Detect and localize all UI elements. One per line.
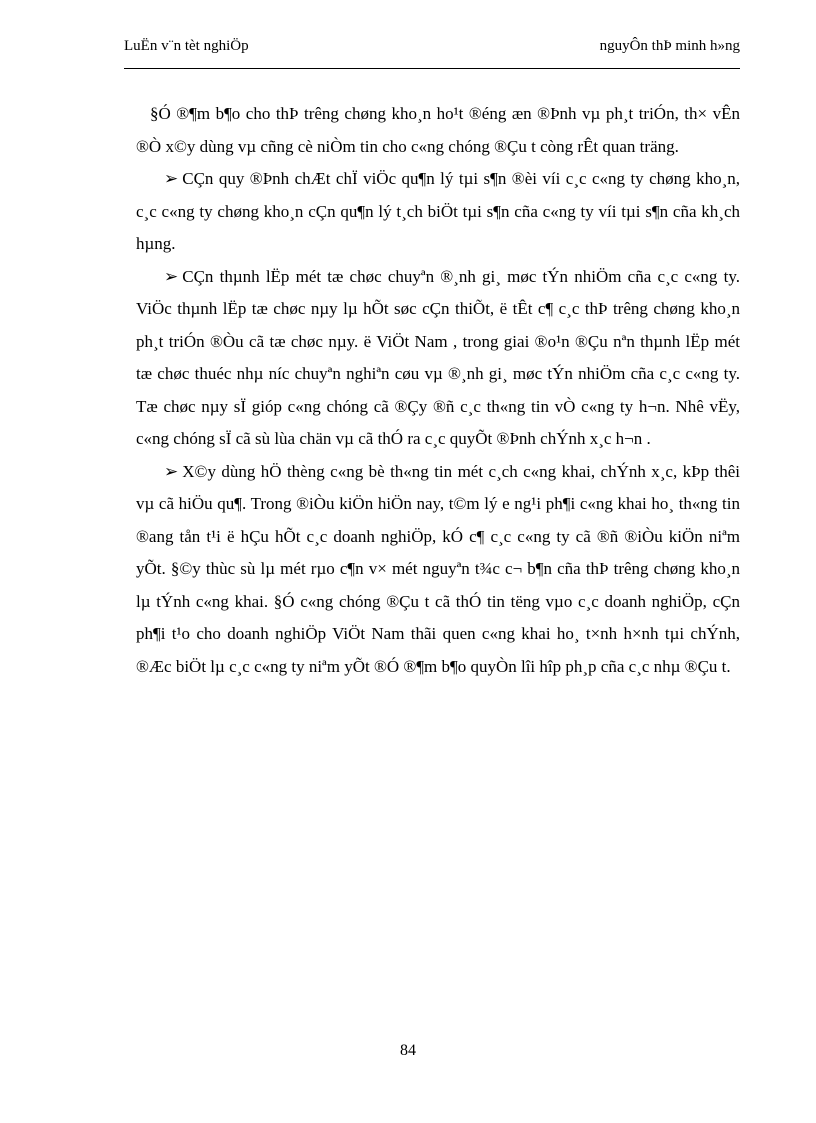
paragraph — [136, 98, 740, 163]
paragraph-text: CÇn quy ®Þnh chÆt chÏ viÖc qu¶n lý tµi s¶n ®èi víi c¸c c«ng ty chøng kho¸n, c¸c c«ng ty chøng kho¸n cÇn qu¶n lý t¸ch biÖt tµi s¶n cña c«ng ty víi tµi s¶n cña kh¸ch hµng. — [136, 169, 740, 253]
paragraph-text: §Ó ®¶m b¶o cho thÞ trêng chøng kho¸n ho¹t ®éng æn ®Þnh vµ ph¸t triÓn, th× vÊn ®Ò x©y dùng vµ cñng cè niÒm tin cho c«ng chóng ®Çu t còng rÊt quan träng. — [136, 104, 740, 156]
bullet-paragraph — [136, 261, 740, 456]
paragraph-text: CÇn thµnh lËp mét tæ chøc chuyªn ®¸nh gi¸ møc tÝn nhiÖm cña c¸c c«ng ty. ViÖc thµnh lËp tæ chøc nµy lµ hÕt søc cÇn thiÕt, ë tÊt c¶ c¸c thÞ trêng chøng kho¸n ph¸t triÓn ®Òu cã tæ chøc nµy. ë ViÖt Nam , trong giai ®o¹n ®Çu nªn thµnh lËp mét tæ chøc thuéc nhµ níc chuyªn nghiªn cøu vµ ®¸nh gi¸ møc tÝn nhiÖm cña c¸c c«ng ty. Tæ chøc nµy sÏ gióp c«ng chóng cã ®Çy ®ñ c¸c th«ng tin vÒ c«ng ty h¬n. Nhê vËy, c«ng chóng sÏ cã sù lùa chän vµ cã thÓ ra c¸c quyÕt ®Þnh chÝnh x¸c h¬n . — [136, 266, 740, 448]
page-number: 84 — [400, 1042, 416, 1059]
bullet-paragraph — [136, 456, 740, 684]
header-rule — [124, 68, 740, 69]
arrow-bullet-icon: ➢ — [164, 461, 179, 481]
arrow-bullet-icon: ➢ — [164, 169, 179, 188]
page-header-author: nguyÔn thÞ minh h»ng — [599, 38, 740, 54]
arrow-bullet-icon: ➢ — [164, 266, 179, 286]
paragraph-text: X©y dùng hÖ thèng c«ng bè th«ng tin mét c¸ch c«ng khai, chÝnh x¸c, kÞp thêi vµ cã hiÖu qu¶. Trong ®iÒu kiÖn hiÖn nay, t©m lý e ng¹i ph¶i c«ng khai ho¸ th«ng tin ®ang tån t¹i ë hÇu hÕt c¸c doanh nghiÖp, kÓ c¶ c¸c c«ng ty cã ®ñ ®iÒu kiÖn niªm yÕt. §©y thùc sù lµ mét rµo c¶n v× mét nguyªn t¾c c¬ b¶n cña thÞ trêng chøng kho¸n lµ tÝnh c«ng khai. §Ó c«ng chóng ®Çu t cã thÓ tin tëng vµo c¸c doanh nghiÖp, cÇn ph¶i t¹o cho doanh nghiÖp ViÖt Nam thãi quen c«ng khai ho¸ t×nh h×nh tµi chÝnh, ®Æc biÖt lµ c¸c c«ng ty niªm yÕt ®Ó ®¶m b¶o quyÒn lîi hîp ph¸p cña c¸c nhµ ®Çu t. — [136, 461, 740, 676]
page-header-title: LuËn v¨n tèt nghiÖp — [124, 38, 249, 54]
bullet-paragraph — [136, 163, 740, 261]
document-body — [136, 98, 740, 683]
